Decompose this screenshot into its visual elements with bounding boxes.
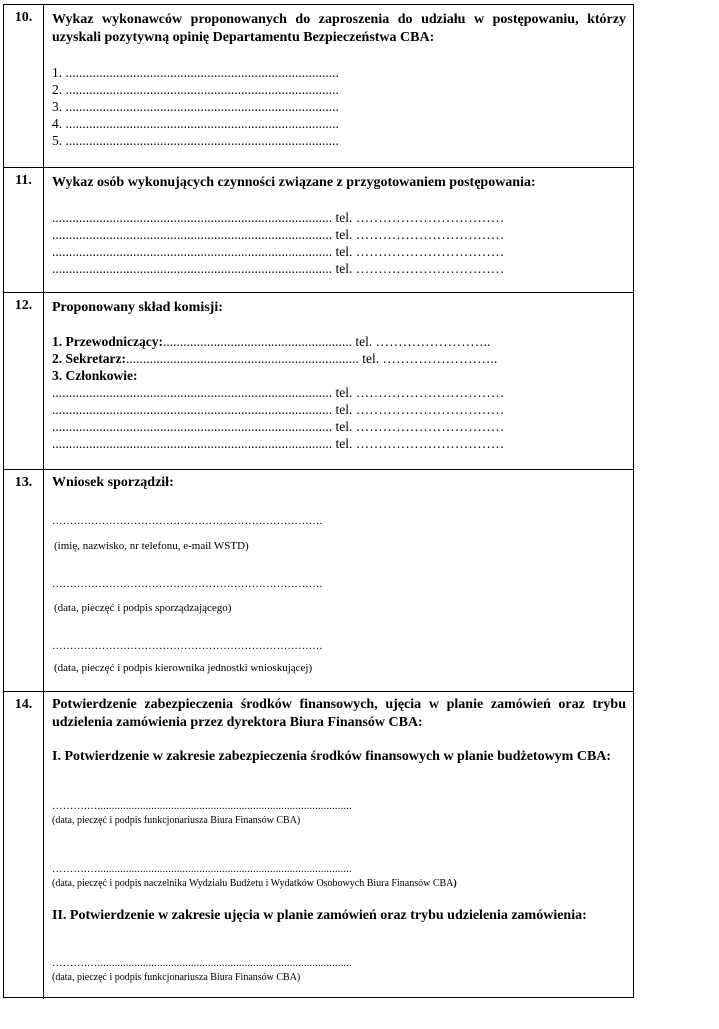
contractor-line-1[interactable]: 1. ................................................................................. <box>52 65 339 80</box>
signature-dots-1[interactable]: …………………………………………………………………. <box>52 516 323 527</box>
caption-budget-head-text: (data, pieczęć i podpis naczelnika Wydziału Budżetu i Wydatków Osobowych Biura Finansów CBA <box>52 878 454 889</box>
person-line-4[interactable]: ................................................................................... tel. …………………………… <box>52 261 505 276</box>
member-line-3[interactable]: ................................................................................... tel. …………………………… <box>52 419 505 434</box>
person-line-3[interactable]: ................................................................................... tel. …………………………… <box>52 244 505 259</box>
member-line-1[interactable]: ................................................................................... tel. …………………………… <box>52 385 505 400</box>
section-number: 11. <box>4 168 44 292</box>
contractor-line-5[interactable]: 5. ................................................................................. <box>52 133 339 148</box>
caption-author-signature: (data, pieczęć i podpis sporządzającego) <box>54 602 232 614</box>
section-number: 13. <box>4 470 44 691</box>
caption-budget-officer: (data, pieczęć i podpis funkcjonariusza Biura Finansów CBA) <box>52 815 301 826</box>
form-table <box>3 4 634 998</box>
caption-budget-head <box>52 878 457 889</box>
signature-dots-budget-officer[interactable]: ……….….......................................................................................... <box>52 801 352 812</box>
section-title: Wniosek sporządził: <box>52 475 174 490</box>
chair-line[interactable] <box>52 333 490 350</box>
secretary-line[interactable] <box>52 350 497 367</box>
members-label: 3. Członkowie: <box>52 368 138 383</box>
contractor-line-3[interactable]: 3. ................................................................................. <box>52 99 339 114</box>
person-line-1[interactable]: ................................................................................... tel. …………………………… <box>52 210 505 225</box>
section-13 <box>4 470 633 692</box>
signature-dots-budget-head[interactable]: ……….….......................................................................................... <box>52 864 352 875</box>
section-number: 14. <box>4 692 44 999</box>
signature-dots-procurement-officer[interactable]: ……….….......................................................................................... <box>52 958 352 969</box>
section-14 <box>4 692 633 999</box>
caption-unit-head-signature: (data, pieczęć i podpis kierownika jednostki wnioskującej) <box>54 662 313 674</box>
section-11 <box>4 168 633 293</box>
secretary-label: 2. Sekretarz: <box>52 351 126 366</box>
signature-dots-3[interactable]: …………………………………………………………………. <box>52 641 323 652</box>
subsection-procurement-title: II. Potwierdzenie w zakresie ujęcia w planie zamówień oraz trybu udzielenia zamówienia: <box>52 908 587 923</box>
chair-label: 1. Przewodniczący: <box>52 334 163 349</box>
section-title: Wykaz osób wykonujących czynności związane z przygotowaniem postępowania: <box>52 175 536 190</box>
contractor-line-2[interactable]: 2. ................................................................................. <box>52 82 339 97</box>
subsection-budget-title: I. Potwierdzenie w zakresie zabezpieczenia środków finansowych w planie budżetowym CBA: <box>52 749 612 764</box>
caption-author: (imię, nazwisko, nr telefonu, e-mail WSTD) <box>54 540 249 552</box>
member-line-2[interactable]: ................................................................................... tel. …………………………… <box>52 402 505 417</box>
section-title: Potwierdzenie zabezpieczenia środków finansowych, ujęcia w planie zamówień oraz trybu udzielenia zamówienia przez dyrektora Biura Finansów CBA: <box>52 697 626 730</box>
caption-closing-paren: ) <box>453 878 457 889</box>
chair-fill: ........................................................ tel. …………………….. <box>162 334 491 349</box>
section-title: Proponowany skład komisji: <box>52 300 223 315</box>
section-12 <box>4 293 633 470</box>
contractor-line-4[interactable]: 4. ................................................................................. <box>52 116 339 131</box>
section-10 <box>4 5 633 168</box>
section-number: 10. <box>4 5 44 167</box>
section-number: 12. <box>4 293 44 469</box>
secretary-fill: ..................................................................... tel. …………………….. <box>125 351 498 366</box>
caption-procurement-officer: (data, pieczęć i podpis funkcjonariusza Biura Finansów CBA) <box>52 972 301 983</box>
person-line-2[interactable]: ................................................................................... tel. …………………………… <box>52 227 505 242</box>
section-title: Wykaz wykonawców proponowanych do zaproszenia do udziału w postępowaniu, którzy uzyskali pozytywną opinię Departamentu Bezpieczeństwa CBA: <box>52 12 626 45</box>
signature-dots-2[interactable]: …………………………………………………………………. <box>52 579 323 590</box>
member-line-4[interactable]: ................................................................................... tel. …………………………… <box>52 436 505 451</box>
